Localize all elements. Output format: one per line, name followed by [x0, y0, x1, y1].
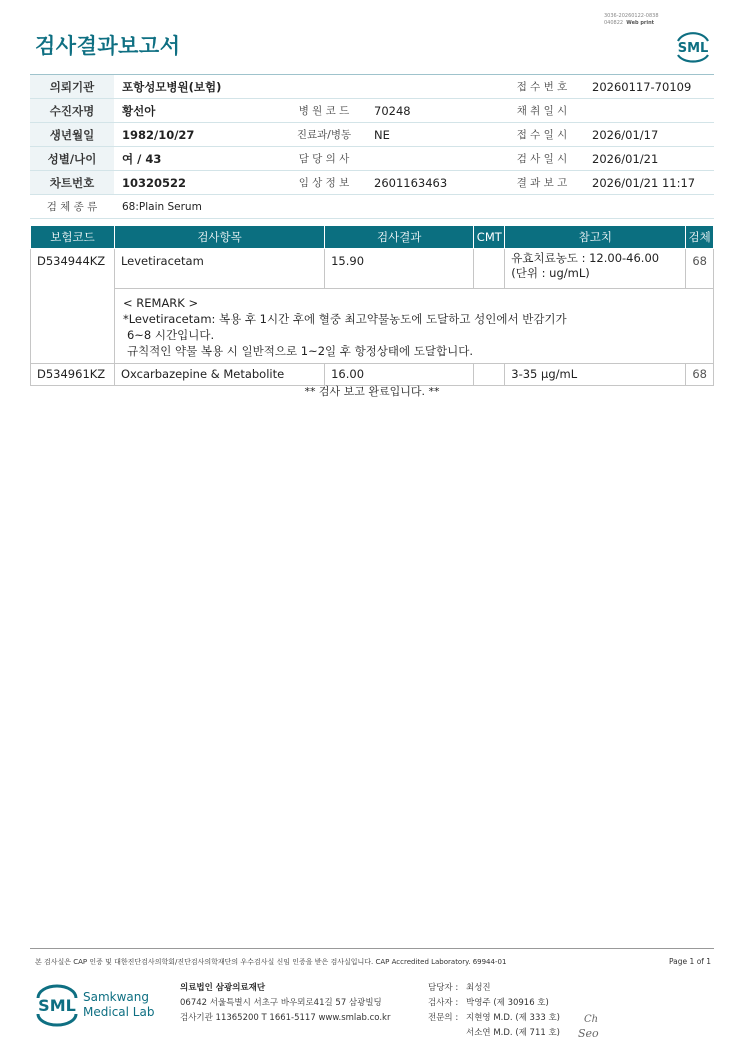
clinical-label: 임 상 정 보	[282, 171, 366, 195]
footer-logo-text: SML	[38, 996, 76, 1015]
remark-line: 6~8 시간입니다.	[126, 328, 215, 342]
info-row	[30, 195, 714, 219]
result-row	[31, 249, 714, 289]
col-header-cmt: CMT	[474, 226, 505, 249]
test-date-value: 2026/01/21	[584, 147, 714, 171]
receipt-date-value: 2026/01/17	[584, 123, 714, 147]
col-header-code: 보험코드	[31, 226, 115, 249]
reference-line: 유효치료농도 : 12.00-46.00	[511, 251, 660, 265]
test-item: Levetiracetam	[114, 249, 324, 289]
remark-line: *Levetiracetam: 복용 후 1시간 후에 혈중 최고약물농도에 도달하고 성인에서 반감기가	[122, 312, 567, 326]
test-result: 16.00	[325, 364, 474, 386]
info-row	[30, 123, 714, 147]
report-date-label: 결 과 보 고	[500, 171, 584, 195]
specialist-label: 전문의 :	[428, 1013, 459, 1023]
manager-name: 최성진	[466, 983, 491, 993]
receipt-no-value: 20260117-70109	[584, 75, 714, 99]
name-value: 황선아	[114, 99, 282, 123]
staff-info	[428, 981, 560, 1041]
footer-divider	[30, 948, 714, 949]
name-label: 수진자명	[30, 99, 114, 123]
receipt-no-label: 접 수 번 호	[500, 75, 584, 99]
doc-id-line1: 3036-20260122-0838	[604, 13, 659, 19]
logo-name-line1: Samkwang	[83, 990, 149, 1004]
receipt-date-label: 접 수 일 시	[500, 123, 584, 147]
corp-contact: 검사기관 11365200 T 1661-5117 www.smlab.co.kr	[180, 1013, 391, 1023]
col-header-item: 검사항목	[114, 226, 324, 249]
remark-row	[31, 289, 714, 364]
specialist-name-2: 서소연 M.D. (제 711 호)	[466, 1028, 561, 1038]
sex-age-value: 여 / 43	[114, 147, 282, 171]
corporate-info	[180, 981, 390, 1026]
info-row	[30, 75, 714, 99]
dept-label: 진료과/병동	[282, 123, 366, 147]
doc-id-line2: 040822	[604, 20, 624, 26]
dob-value: 1982/10/27	[114, 123, 282, 147]
clinical-value: 2601163463	[366, 171, 500, 195]
info-row	[30, 147, 714, 171]
collect-date-label: 채 취 일 시	[500, 99, 584, 123]
report-title: 검사결과보고서	[35, 34, 181, 58]
tester-name: 박영주 (제 30916 호)	[466, 998, 549, 1008]
test-item: Oxcarbazepine & Metabolite	[114, 364, 324, 386]
reference-unit: (단위 : ug/mL)	[511, 266, 590, 280]
institution-value: 포항성모병원(보험)	[114, 75, 500, 99]
col-header-result: 검사결과	[325, 226, 474, 249]
manager-label: 담당자 :	[428, 983, 459, 993]
test-date-label: 검 사 일 시	[500, 147, 584, 171]
specimen-code: 68	[686, 249, 714, 289]
results-header-row	[31, 226, 714, 249]
signature-2: Seo	[578, 1027, 599, 1040]
info-row	[30, 99, 714, 123]
reference-range	[505, 249, 686, 289]
remark-block	[114, 289, 713, 364]
collect-date-value	[584, 99, 714, 123]
patient-info-table	[30, 74, 714, 219]
remark-heading: < REMARK >	[122, 296, 199, 310]
reference-range: 3-35 μg/mL	[505, 364, 686, 386]
results-table	[30, 225, 714, 386]
specialist-name-1: 지현영 M.D. (제 333 호)	[466, 1013, 561, 1023]
corp-address: 06742 서울특별시 서초구 바우뫼로41길 57 삼광빌딩	[180, 998, 382, 1008]
info-row	[30, 171, 714, 195]
signature-1: Ch	[584, 1014, 599, 1025]
corp-name: 의료법인 삼광의료재단	[180, 983, 266, 993]
doctor-value	[366, 147, 500, 171]
tester-label: 검사자 :	[428, 998, 459, 1008]
report-date-value: 2026/01/21 11:17	[584, 171, 714, 195]
specimen-label: 검 체 종 류	[30, 195, 114, 219]
samkwang-logo	[36, 981, 158, 1031]
sml-logo	[673, 27, 713, 67]
col-header-specimen: 검체	[686, 226, 714, 249]
report-end-note: ** 검사 보고 완료입니다. **	[304, 385, 440, 398]
insurance-code: D534961KZ	[31, 364, 115, 386]
hospital-code-label: 병 원 코 드	[282, 99, 366, 123]
institution-label: 의뢰기관	[30, 75, 114, 99]
logo-name-line2: Medical Lab	[83, 1005, 155, 1019]
col-header-reference: 참고치	[505, 226, 686, 249]
chart-label: 차트번호	[30, 171, 114, 195]
specimen-value: 68:Plain Serum	[114, 195, 714, 219]
chart-value: 10320522	[114, 171, 282, 195]
dept-value: NE	[366, 123, 500, 147]
hospital-code-value: 70248	[366, 99, 500, 123]
cmt-cell	[474, 249, 505, 289]
document-id	[604, 13, 659, 27]
specimen-code: 68	[686, 364, 714, 386]
header-logo-text: SML	[677, 41, 709, 56]
doctor-label: 담 당 의 사	[282, 147, 366, 171]
insurance-code: D534944KZ	[31, 249, 115, 364]
signatures	[576, 1010, 616, 1044]
remark-line: 규칙적인 약물 복용 시 일반적으로 1~2일 후 항정상태에 도달합니다.	[126, 344, 473, 358]
page-number: Page 1 of 1	[669, 957, 712, 966]
dob-label: 생년월일	[30, 123, 114, 147]
sex-age-label: 성별/나이	[30, 147, 114, 171]
web-print-label: Web print	[626, 20, 655, 26]
certification-note: 본 검사실은 CAP 인증 및 대한진단검사의학회/진단검사의학재단의 우수검사실 신임 인증을 받은 검사실입니다. CAP Accredited Laboratory. 69944-01	[35, 958, 507, 966]
test-result: 15.90	[325, 249, 474, 289]
